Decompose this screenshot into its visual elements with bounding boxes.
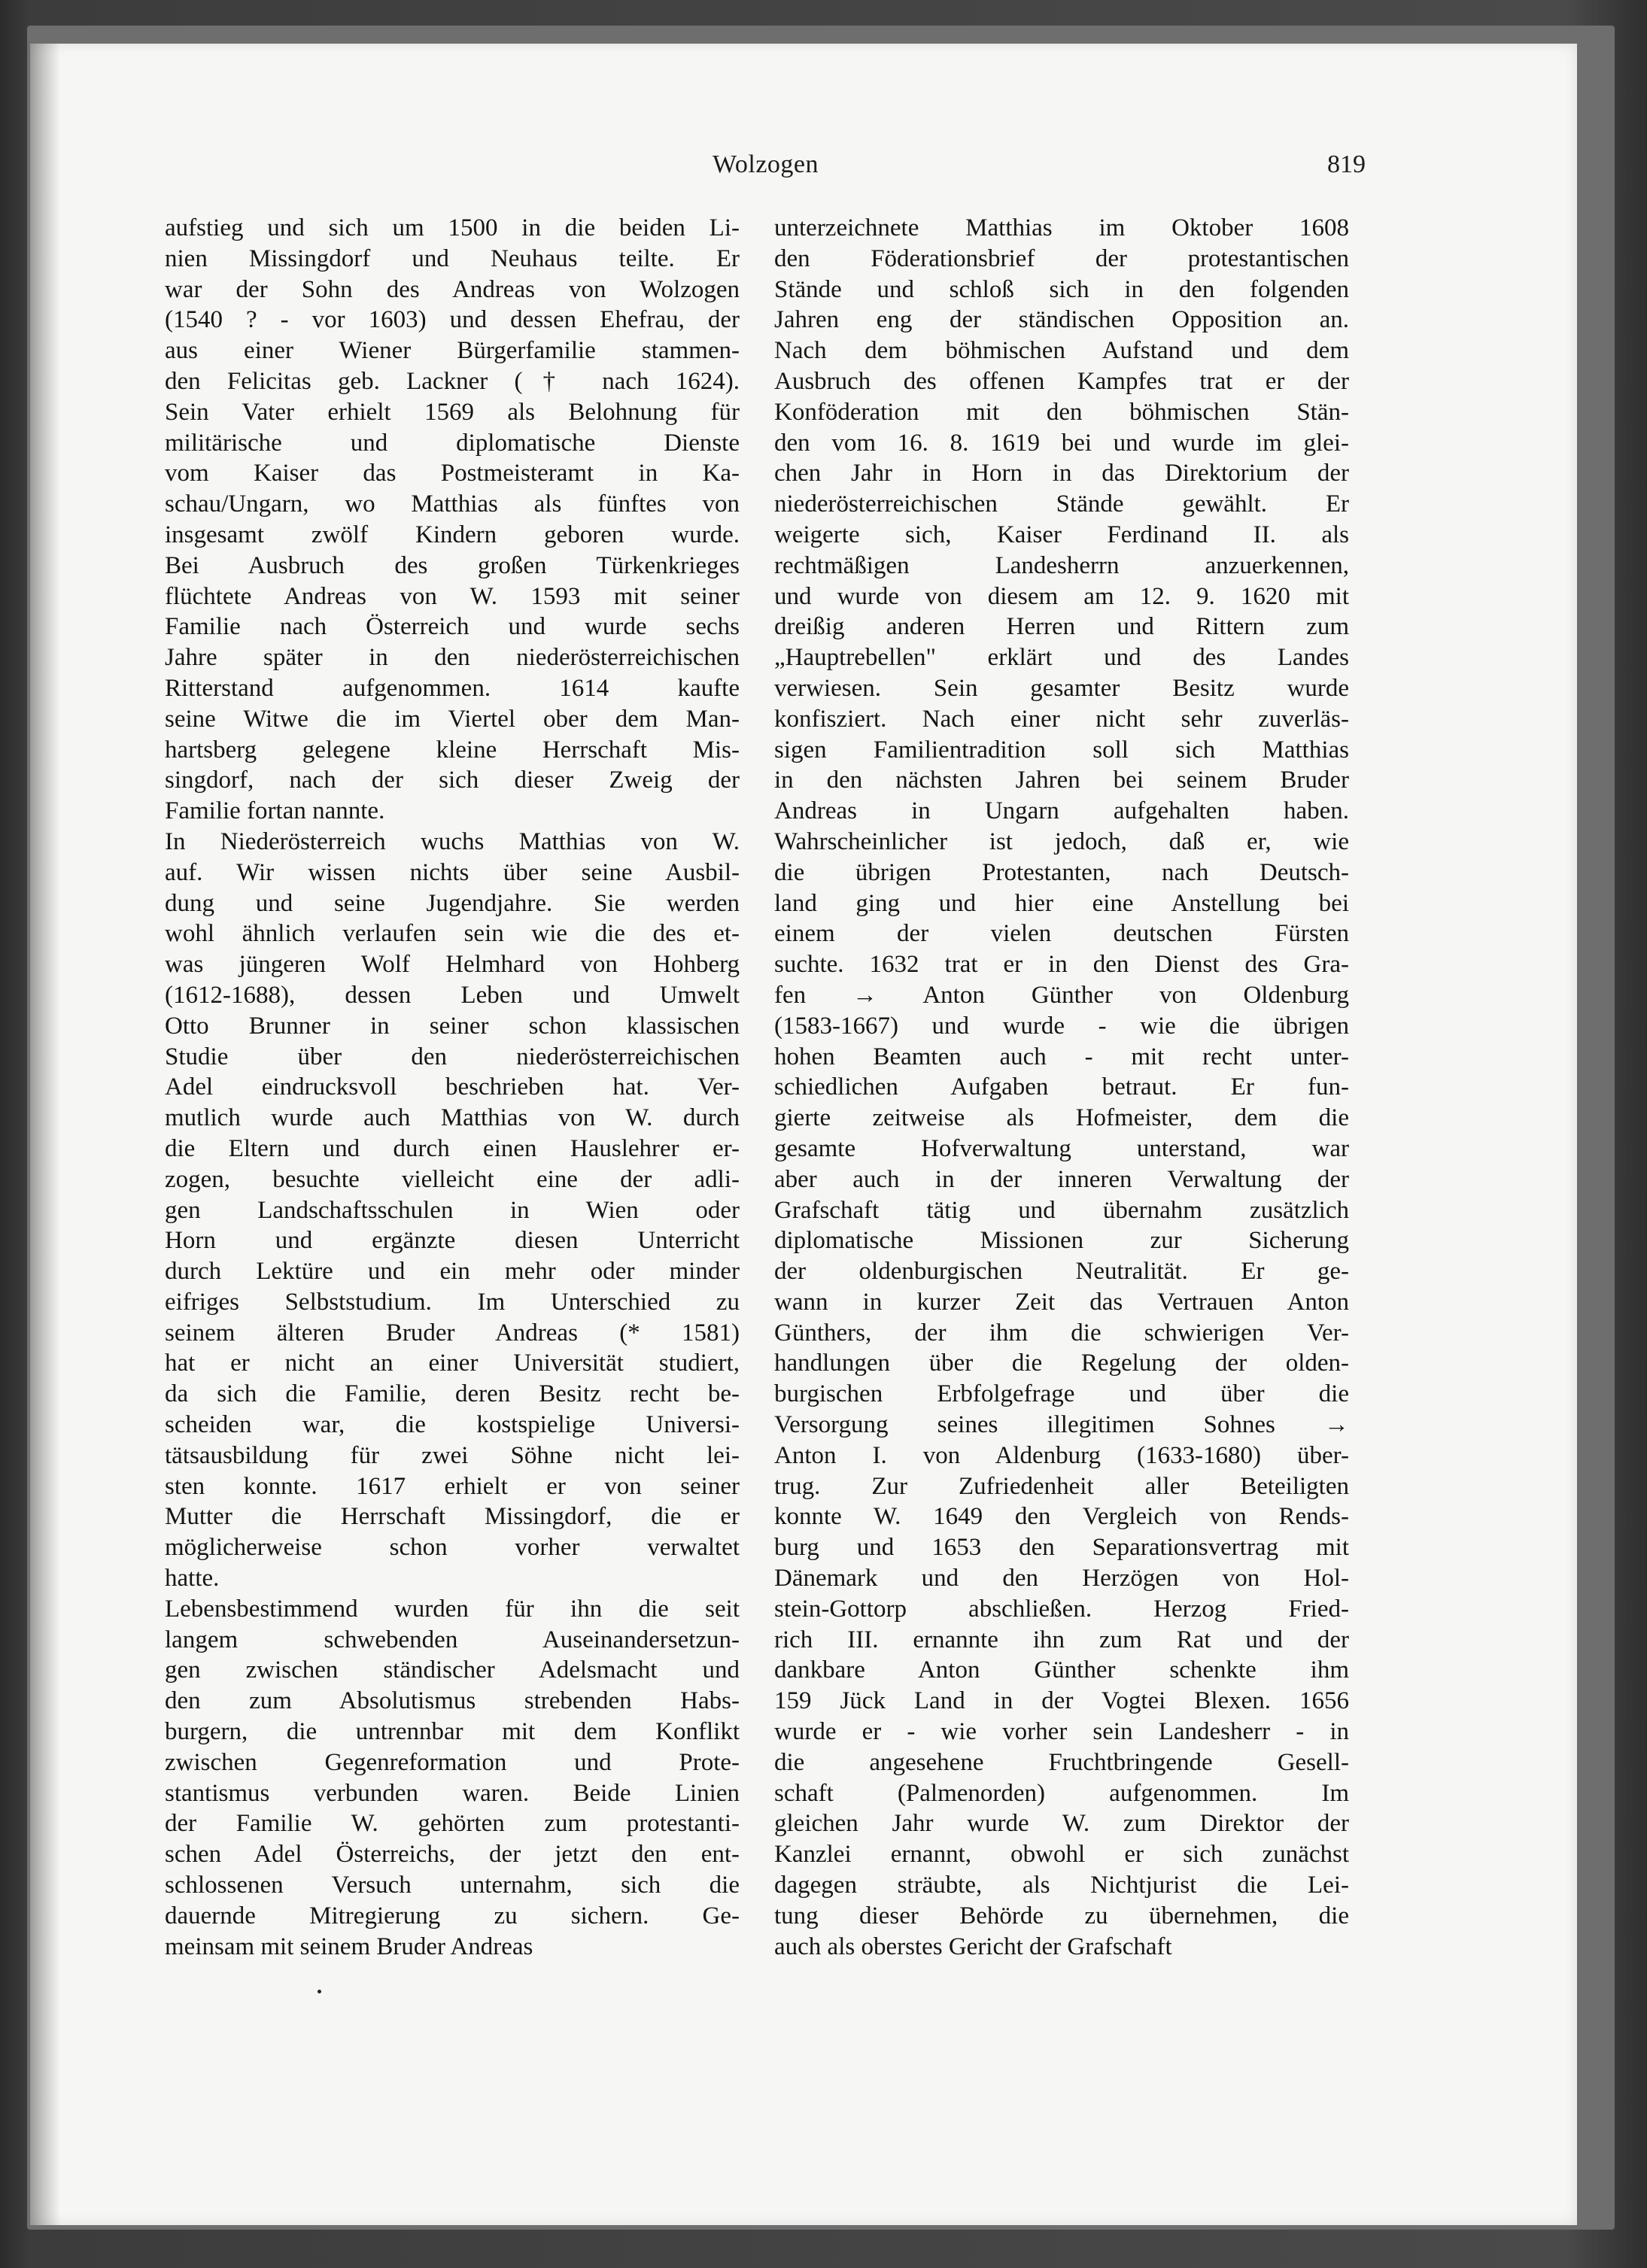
page-header: [166, 150, 1366, 196]
text-line: 159 Jück Land in der Vogtei Blexen. 1656: [774, 1687, 1349, 1715]
text-line: weigerte sich, Kaiser Ferdinand II. als: [774, 521, 1349, 548]
text-line: den Föderationsbrief der protestantischen: [774, 244, 1349, 272]
text-line: seine Witwe die im Viertel ober dem Man-: [165, 705, 740, 733]
text-line: was jüngeren Wolf Helmhard von Hohberg: [165, 951, 740, 979]
text-line: gen zwischen ständischer Adelsmacht und: [165, 1656, 740, 1684]
text-line: Familie nach Österreich und wurde sechs: [165, 613, 740, 641]
text-line: gen Landschaftsschulen in Wien oder: [165, 1196, 740, 1224]
text-line: mutlich wurde auch Matthias von W. durch: [165, 1104, 740, 1132]
text-line: sigen Familientradition soll sich Matthias: [774, 736, 1349, 764]
text-line: trug. Zur Zufriedenheit aller Beteiligten: [774, 1472, 1349, 1500]
text-line: den zum Absolutismus strebenden Habs-: [165, 1687, 740, 1715]
text-line: schaft (Palmenorden) aufgenommen. Im: [774, 1779, 1349, 1807]
text-line: diplomatische Missionen zur Sicherung: [774, 1227, 1349, 1255]
text-line: da sich die Familie, deren Besitz recht be-: [165, 1380, 740, 1408]
text-line: Wahrscheinlicher ist jedoch, daß er, wie: [774, 827, 1349, 855]
text-line: Familie fortan nannte.: [165, 797, 385, 825]
text-line: vom Kaiser das Postmeisteramt in Ka-: [165, 460, 740, 487]
text-line: dung und seine Jugendjahre. Sie werden: [165, 889, 740, 917]
text-line: schen Adel Österreichs, der jetzt den ent-: [165, 1841, 740, 1869]
page-gutter: [30, 44, 60, 2225]
text-line: Horn und ergänzte diesen Unterricht: [165, 1227, 740, 1255]
page-number: 819: [1327, 150, 1366, 178]
text-line: (1583-1667) und wurde - wie die übrigen: [774, 1012, 1349, 1040]
text-line: auf. Wir wissen nichts über seine Ausbil-: [165, 858, 740, 886]
text-line: tätsausbildung für zwei Söhne nicht lei-: [165, 1441, 740, 1469]
right-text-column: [774, 213, 1349, 1962]
text-line: Konföderation mit den böhmischen Stän-: [774, 398, 1349, 426]
text-line: burgern, die untrennbar mit dem Konflikt: [165, 1718, 740, 1746]
text-line: land ging und hier eine Anstellung bei: [774, 889, 1349, 917]
text-line: einem der vielen deutschen Fürsten: [774, 920, 1349, 948]
text-line: Studie über den niederösterreichischen: [165, 1043, 740, 1070]
text-line: Ausbruch des offenen Kampfes trat er der: [774, 367, 1349, 395]
text-line: Mutter die Herrschaft Missingdorf, die er: [165, 1503, 740, 1531]
text-line: Sein Vater erhielt 1569 als Belohnung für: [165, 398, 740, 426]
text-line: seinem älteren Bruder Andreas (* 1581): [165, 1319, 740, 1347]
text-line: zogen, besuchte vielleicht eine der adli-: [165, 1165, 740, 1193]
text-line: gierte zeitweise als Hofmeister, dem die: [774, 1104, 1349, 1132]
text-line: chen Jahr in Horn in das Direktorium der: [774, 460, 1349, 487]
text-line: gesamte Hofverwaltung unterstand, war: [774, 1134, 1349, 1162]
left-text-column: [165, 213, 740, 1962]
text-line: der oldenburgischen Neutralität. Er ge-: [774, 1258, 1349, 1286]
text-line: burgischen Erbfolgefrage und über die: [774, 1380, 1349, 1408]
text-line: verwiesen. Sein gesamter Besitz wurde: [774, 674, 1349, 702]
text-line: singdorf, nach der sich dieser Zweig der: [165, 767, 740, 794]
text-line: (1540 ? - vor 1603) und dessen Ehefrau, der: [165, 306, 740, 334]
text-line: langem schwebenden Auseinandersetzun-: [165, 1626, 740, 1653]
text-line: auch als oberstes Gericht der Grafschaft: [774, 1933, 1172, 1960]
text-line: aus einer Wiener Bürgerfamilie stammen-: [165, 337, 740, 365]
text-line: Grafschaft tätig und übernahm zusätzlich: [774, 1196, 1349, 1224]
text-line: dreißig anderen Herren und Rittern zum: [774, 613, 1349, 641]
text-line: konnte W. 1649 den Vergleich von Rends-: [774, 1503, 1349, 1531]
text-line: hartsberg gelegene kleine Herrschaft Mis-: [165, 736, 740, 764]
text-line: rich III. ernannte ihn zum Rat und der: [774, 1626, 1349, 1653]
text-line: die angesehene Fruchtbringende Gesell-: [774, 1748, 1349, 1776]
running-title: Wolzogen: [713, 150, 819, 178]
text-line: wohl ähnlich verlaufen sein wie die des et-: [165, 920, 740, 948]
text-line: niederösterreichischen Stände gewählt. Er: [774, 490, 1349, 518]
text-line: (1612-1688), dessen Leben und Umwelt: [165, 981, 740, 1009]
text-line: dankbare Anton Günther schenkte ihm: [774, 1656, 1349, 1684]
text-line: rechtmäßigen Landesherrn anzuerkennen,: [774, 551, 1349, 579]
text-line: Bei Ausbruch des großen Türkenkrieges: [165, 551, 740, 579]
text-line: Anton I. von Aldenburg (1633-1680) über-: [774, 1441, 1349, 1469]
text-line: sten konnte. 1617 erhielt er von seiner: [165, 1472, 740, 1500]
text-line: scheiden war, die kostspielige Universi-: [165, 1411, 740, 1439]
text-line: Jahren eng der ständischen Opposition an.: [774, 306, 1349, 334]
text-line: aber auch in der inneren Verwaltung der: [774, 1165, 1349, 1193]
text-line: Adel eindrucksvoll beschrieben hat. Ver-: [165, 1073, 740, 1101]
text-line: die übrigen Protestanten, nach Deutsch-: [774, 858, 1349, 886]
text-line: Günthers, der ihm die schwierigen Ver-: [774, 1319, 1349, 1347]
text-line: aufstieg und sich um 1500 in die beiden Li-: [165, 214, 740, 241]
text-line: Andreas in Ungarn aufgehalten haben.: [774, 797, 1349, 825]
text-line: Lebensbestimmend wurden für ihn die seit: [165, 1595, 740, 1623]
text-line: stantismus verbunden waren. Beide Linien: [165, 1779, 740, 1807]
text-line: der Familie W. gehörten zum protestanti-: [165, 1810, 740, 1838]
text-line: fen → Anton Günther von Oldenburg: [774, 981, 1349, 1009]
text-line: insgesamt zwölf Kindern geboren wurde.: [165, 521, 740, 548]
text-line: den Felicitas geb. Lackner († nach 1624).: [165, 367, 740, 395]
text-line: schlossenen Versuch unternahm, sich die: [165, 1872, 740, 1899]
text-line: stein-Gottorp abschließen. Herzog Fried-: [774, 1595, 1349, 1623]
text-line: hohen Beamten auch - mit recht unter-: [774, 1043, 1349, 1070]
text-line: wurde er - wie vorher sein Landesherr - in: [774, 1718, 1349, 1746]
text-line: Dänemark und den Herzögen von Hol-: [774, 1565, 1349, 1592]
text-line: „Hauptrebellen" erklärt und des Landes: [774, 644, 1349, 672]
text-line: Versorgung seines illegitimen Sohnes →: [774, 1411, 1349, 1439]
text-line: in den nächsten Jahren bei seinem Bruder: [774, 767, 1349, 794]
text-line: zwischen Gegenreformation und Prote-: [165, 1748, 740, 1776]
print-speck: [318, 1990, 321, 1993]
text-line: den vom 16. 8. 1619 bei und wurde im glei-: [774, 429, 1349, 457]
text-line: nien Missingdorf und Neuhaus teilte. Er: [165, 244, 740, 272]
text-line: möglicherweise schon vorher verwaltet: [165, 1534, 740, 1562]
text-line: dagegen sträubte, als Nichtjurist die Lei-: [774, 1872, 1349, 1899]
text-line: wann in kurzer Zeit das Vertrauen Anton: [774, 1288, 1349, 1316]
text-line: eifriges Selbststudium. Im Unterschied zu: [165, 1288, 740, 1316]
text-line: und wurde von diesem am 12. 9. 1620 mit: [774, 582, 1349, 610]
text-line: In Niederösterreich wuchs Matthias von W.: [165, 827, 740, 855]
text-line: flüchtete Andreas von W. 1593 mit seiner: [165, 582, 740, 610]
text-line: Otto Brunner in seiner schon klassischen: [165, 1012, 740, 1040]
text-line: Ritterstand aufgenommen. 1614 kaufte: [165, 674, 740, 702]
text-line: Stände und schloß sich in den folgenden: [774, 275, 1349, 303]
text-line: schau/Ungarn, wo Matthias als fünftes von: [165, 490, 740, 518]
text-line: tung dieser Behörde zu übernehmen, die: [774, 1902, 1349, 1929]
text-line: die Eltern und durch einen Hauslehrer er-: [165, 1134, 740, 1162]
text-line: gleichen Jahr wurde W. zum Direktor der: [774, 1810, 1349, 1838]
text-line: hat er nicht an einer Universität studiert,: [165, 1350, 740, 1377]
text-line: handlungen über die Regelung der olden-: [774, 1350, 1349, 1377]
text-line: war der Sohn des Andreas von Wolzogen: [165, 275, 740, 303]
text-line: Kanzlei ernannt, obwohl er sich zunächst: [774, 1841, 1349, 1869]
text-line: Jahre später in den niederösterreichischen: [165, 644, 740, 672]
text-line: suchte. 1632 trat er in den Dienst des Gra-: [774, 951, 1349, 979]
text-line: burg und 1653 den Separationsvertrag mit: [774, 1534, 1349, 1562]
text-line: meinsam mit seinem Bruder Andreas: [165, 1933, 533, 1960]
text-line: Nach dem böhmischen Aufstand und dem: [774, 337, 1349, 365]
text-line: militärische und diplomatische Dienste: [165, 429, 740, 457]
text-line: konfisziert. Nach einer nicht sehr zuverläs-: [774, 705, 1349, 733]
text-line: dauernde Mitregierung zu sichern. Ge-: [165, 1902, 740, 1929]
text-line: hatte.: [165, 1565, 220, 1592]
text-line: schiedlichen Aufgaben betraut. Er fun-: [774, 1073, 1349, 1101]
text-line: unterzeichnete Matthias im Oktober 1608: [774, 214, 1349, 241]
text-line: durch Lektüre und ein mehr oder minder: [165, 1258, 740, 1286]
